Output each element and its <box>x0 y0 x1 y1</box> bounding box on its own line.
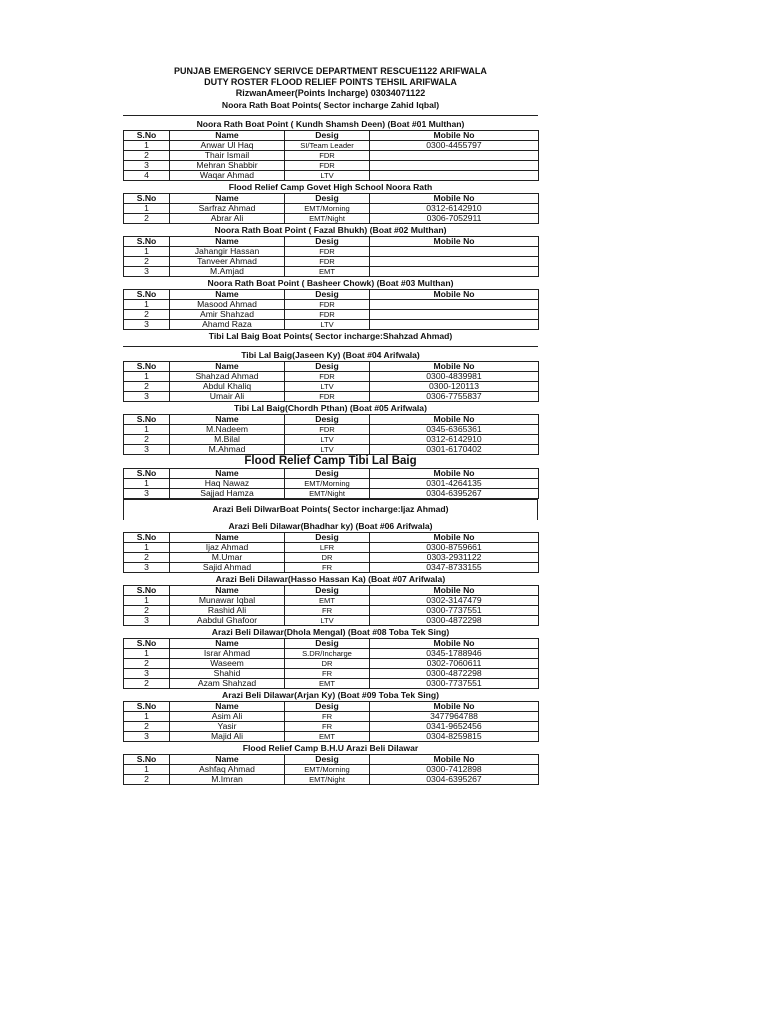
serial-number-cell: 1 <box>124 543 170 553</box>
column-header-desig: Desig <box>285 131 370 141</box>
roster-section <box>123 349 538 402</box>
name-cell: Yasir <box>170 722 285 732</box>
table-row <box>124 425 539 435</box>
designation-cell: FR <box>285 722 370 732</box>
serial-number-cell: 3 <box>124 732 170 742</box>
name-cell: Sajjad Hamza <box>170 489 285 499</box>
column-header-s-no: S.No <box>124 237 170 247</box>
column-header-s-no: S.No <box>124 702 170 712</box>
serial-number-cell: 3 <box>124 392 170 402</box>
roster-table <box>123 754 539 785</box>
table-row <box>124 161 539 171</box>
serial-number-cell: 1 <box>124 300 170 310</box>
roster-section <box>123 573 538 626</box>
column-header-name: Name <box>170 755 285 765</box>
column-header-s-no: S.No <box>124 533 170 543</box>
name-cell: Majid Ali <box>170 732 285 742</box>
table-header-row <box>124 362 539 372</box>
roster-table <box>123 236 539 277</box>
table-row <box>124 247 539 257</box>
designation-cell: EMT <box>285 596 370 606</box>
table-row <box>124 659 539 669</box>
table-row <box>124 151 539 161</box>
designation-cell: EMT/Night <box>285 775 370 785</box>
table-header-row <box>124 237 539 247</box>
name-cell: Ahamd Raza <box>170 320 285 330</box>
table-row <box>124 445 539 455</box>
table-row <box>124 563 539 573</box>
serial-number-cell: 2 <box>124 659 170 669</box>
table-header-row <box>124 533 539 543</box>
name-cell: Rashid Ali <box>170 606 285 616</box>
serial-number-cell: 2 <box>124 679 170 689</box>
section-title: Arazi Beli Dilawar(Arjan Ky) (Boat #09 Toba Tek Sing) <box>222 690 439 700</box>
column-header-mobile-no: Mobile No <box>370 755 539 765</box>
mobile-number-cell <box>370 161 539 171</box>
table-header-row <box>124 755 539 765</box>
name-cell: Umair Ali <box>170 392 285 402</box>
serial-number-cell: 1 <box>124 765 170 775</box>
serial-number-cell: 3 <box>124 445 170 455</box>
serial-number-cell: 2 <box>124 257 170 267</box>
table-row <box>124 765 539 775</box>
roster-table <box>123 193 539 224</box>
section-title: Noora Rath Boat Point ( Kundh Shamsh Deen) (Boat #01 Multhan) <box>196 119 465 129</box>
table-row <box>124 489 539 499</box>
column-header-mobile-no: Mobile No <box>370 131 539 141</box>
column-header-s-no: S.No <box>124 586 170 596</box>
column-header-desig: Desig <box>285 237 370 247</box>
column-header-name: Name <box>170 194 285 204</box>
name-cell: M.Bilal <box>170 435 285 445</box>
mobile-number-cell: 0312-6142910 <box>370 435 539 445</box>
serial-number-cell: 2 <box>124 151 170 161</box>
designation-cell: FR <box>285 712 370 722</box>
designation-cell: S.DR/Incharge <box>285 649 370 659</box>
designation-cell: EMT/Morning <box>285 765 370 775</box>
name-cell: Abdul Khaliq <box>170 382 285 392</box>
column-header-name: Name <box>170 533 285 543</box>
name-cell: Asim Ali <box>170 712 285 722</box>
name-cell: Amir Shahzad <box>170 310 285 320</box>
table-row <box>124 606 539 616</box>
column-header-s-no: S.No <box>124 131 170 141</box>
name-cell: Anwar Ul Haq <box>170 141 285 151</box>
points-incharge-line: RizwanAmeer(Points Incharge) 03034071122 <box>235 88 426 98</box>
table-row <box>124 732 539 742</box>
designation-cell: FR <box>285 669 370 679</box>
roster-table <box>123 532 539 573</box>
section-title: Flood Relief Camp Govet High School Noora Rath <box>228 182 433 192</box>
column-header-mobile-no: Mobile No <box>370 290 539 300</box>
column-header-mobile-no: Mobile No <box>370 586 539 596</box>
mobile-number-cell: 0300-8759661 <box>370 543 539 553</box>
mobile-number-cell <box>370 310 539 320</box>
table-row <box>124 553 539 563</box>
column-header-s-no: S.No <box>124 290 170 300</box>
section-title: Tibi Lal Baig(Chordh Pthan) (Boat #05 Arifwala) <box>234 403 427 413</box>
mobile-number-cell: 0302-3147479 <box>370 596 539 606</box>
mobile-number-cell: 0347-8733155 <box>370 563 539 573</box>
roster-section <box>123 689 538 742</box>
name-cell: Haq Nawaz <box>170 479 285 489</box>
column-header-desig: Desig <box>285 415 370 425</box>
serial-number-cell: 3 <box>124 320 170 330</box>
table-row <box>124 300 539 310</box>
mobile-number-cell: 0304-6395267 <box>370 489 539 499</box>
column-header-s-no: S.No <box>124 469 170 479</box>
sector-heading-noora-rath-boat-points-sector-incharge-zahid-iqb: Noora Rath Boat Points( Sector incharge Zahid Iqbal) <box>123 99 538 116</box>
section-title: Noora Rath Boat Point ( Basheer Chowk) (Boat #03 Multhan) <box>207 278 454 288</box>
mobile-number-cell <box>370 267 539 277</box>
table-row <box>124 616 539 626</box>
name-cell: M.Ahmad <box>170 445 285 455</box>
table-header-row <box>124 290 539 300</box>
serial-number-cell: 3 <box>124 616 170 626</box>
roster-blocks <box>123 99 538 785</box>
column-header-desig: Desig <box>285 290 370 300</box>
name-cell: M.Nadeem <box>170 425 285 435</box>
roster-section <box>123 181 538 224</box>
mobile-number-cell: 0300-4872298 <box>370 616 539 626</box>
column-header-name: Name <box>170 131 285 141</box>
table-header-row <box>124 702 539 712</box>
serial-number-cell: 1 <box>124 596 170 606</box>
name-cell: Aabdul Ghafoor <box>170 616 285 626</box>
table-header-row <box>124 586 539 596</box>
name-cell: Tanveer Ahmad <box>170 257 285 267</box>
designation-cell: SI/Team Leader <box>285 141 370 151</box>
table-row <box>124 382 539 392</box>
column-header-s-no: S.No <box>124 755 170 765</box>
mobile-number-cell: 0300-7737551 <box>370 679 539 689</box>
table-row <box>124 712 539 722</box>
designation-cell: EMT/Morning <box>285 479 370 489</box>
roster-section <box>123 742 538 785</box>
section-title: Flood Relief Camp B.H.U Arazi Beli Dilawar <box>242 743 419 753</box>
roster-section <box>123 402 538 455</box>
table-row <box>124 214 539 224</box>
name-cell: Waqar Ahmad <box>170 171 285 181</box>
serial-number-cell: 1 <box>124 425 170 435</box>
designation-cell: FR <box>285 606 370 616</box>
mobile-number-cell: 0312-6142910 <box>370 204 539 214</box>
designation-cell: LTV <box>285 171 370 181</box>
designation-cell: FDR <box>285 247 370 257</box>
designation-cell: DR <box>285 659 370 669</box>
name-cell: Sarfraz Ahmad <box>170 204 285 214</box>
mobile-number-cell: 0306-7052911 <box>370 214 539 224</box>
serial-number-cell: 1 <box>124 712 170 722</box>
document-subtitle: DUTY ROSTER FLOOD RELIEF POINTS TEHSIL ARIFWALA <box>204 77 457 87</box>
mobile-number-cell: 0304-8259815 <box>370 732 539 742</box>
designation-cell: LTV <box>285 445 370 455</box>
mobile-number-cell: 0300-4872298 <box>370 669 539 679</box>
table-row <box>124 204 539 214</box>
roster-table <box>123 638 539 689</box>
sector-heading-tibi-lal-baig-boat-points-sector-incharge-shahza: Tibi Lal Baig Boat Points( Sector incharge:Shahzad Ahmad) <box>123 330 538 347</box>
column-header-name: Name <box>170 469 285 479</box>
column-header-desig: Desig <box>285 533 370 543</box>
table-row <box>124 543 539 553</box>
designation-cell: LTV <box>285 320 370 330</box>
serial-number-cell: 2 <box>124 553 170 563</box>
column-header-name: Name <box>170 237 285 247</box>
serial-number-cell: 1 <box>124 479 170 489</box>
designation-cell: FDR <box>285 425 370 435</box>
section-title: Arazi Beli Dilawar(Hasso Hassan Ka) (Boat #07 Arifwala) <box>215 574 446 584</box>
sector-heading-arazi-beli-dilwarboat-points-sector-incharge-ija: Arazi Beli DilwarBoat Points( Sector incharge:Ijaz Ahmad) <box>123 499 538 520</box>
column-header-name: Name <box>170 415 285 425</box>
mobile-number-cell: 0300-4839981 <box>370 372 539 382</box>
table-row <box>124 320 539 330</box>
name-cell: Thair Ismail <box>170 151 285 161</box>
designation-cell: EMT/Morning <box>285 204 370 214</box>
designation-cell: FDR <box>285 151 370 161</box>
mobile-number-cell <box>370 300 539 310</box>
table-row <box>124 141 539 151</box>
designation-cell: FR <box>285 563 370 573</box>
column-header-mobile-no: Mobile No <box>370 415 539 425</box>
column-header-mobile-no: Mobile No <box>370 702 539 712</box>
column-header-s-no: S.No <box>124 362 170 372</box>
designation-cell: LTV <box>285 616 370 626</box>
mobile-number-cell: 0341-9652456 <box>370 722 539 732</box>
name-cell: Abrar Ali <box>170 214 285 224</box>
mobile-number-cell <box>370 151 539 161</box>
name-cell: Israr Ahmad <box>170 649 285 659</box>
mobile-number-cell <box>370 257 539 267</box>
mobile-number-cell: 3477964788 <box>370 712 539 722</box>
designation-cell: FDR <box>285 300 370 310</box>
serial-number-cell: 2 <box>124 722 170 732</box>
section-title: Arazi Beli Dilawar(Bhadhar ky) (Boat #06 Arifwala) <box>228 521 433 531</box>
serial-number-cell: 2 <box>124 382 170 392</box>
table-header-row <box>124 415 539 425</box>
column-header-mobile-no: Mobile No <box>370 533 539 543</box>
column-header-desig: Desig <box>285 586 370 596</box>
mobile-number-cell <box>370 320 539 330</box>
table-row <box>124 679 539 689</box>
section-title: Arazi Beli Dilawar(Dhola Mengal) (Boat #08 Toba Tek Sing) <box>211 627 450 637</box>
mobile-number-cell: 0301-4264135 <box>370 479 539 489</box>
mobile-number-cell: 0301-6170402 <box>370 445 539 455</box>
designation-cell: LFR <box>285 543 370 553</box>
designation-cell: LTV <box>285 435 370 445</box>
table-row <box>124 649 539 659</box>
name-cell: M.Amjad <box>170 267 285 277</box>
serial-number-cell: 2 <box>124 775 170 785</box>
column-header-desig: Desig <box>285 755 370 765</box>
name-cell: Ashfaq Ahmad <box>170 765 285 775</box>
column-header-desig: Desig <box>285 639 370 649</box>
roster-section <box>123 455 538 499</box>
column-header-name: Name <box>170 639 285 649</box>
mobile-number-cell: 0300-7412898 <box>370 765 539 775</box>
roster-section <box>123 277 538 330</box>
serial-number-cell: 1 <box>124 204 170 214</box>
column-header-s-no: S.No <box>124 194 170 204</box>
roster-section <box>123 118 538 181</box>
mobile-number-cell: 0300-4455797 <box>370 141 539 151</box>
mobile-number-cell: 0303-2931122 <box>370 553 539 563</box>
duty-roster-sheet <box>123 66 538 785</box>
designation-cell: EMT <box>285 732 370 742</box>
designation-cell: EMT <box>285 267 370 277</box>
name-cell: Munawar Iqbal <box>170 596 285 606</box>
table-row <box>124 435 539 445</box>
designation-cell: FDR <box>285 257 370 267</box>
name-cell: Masood Ahmad <box>170 300 285 310</box>
name-cell: Ijaz Ahmad <box>170 543 285 553</box>
name-cell: Mehran Shabbir <box>170 161 285 171</box>
table-header-row <box>124 469 539 479</box>
column-header-name: Name <box>170 702 285 712</box>
serial-number-cell: 1 <box>124 141 170 151</box>
mobile-number-cell: 0306-7755837 <box>370 392 539 402</box>
mobile-number-cell: 0300-120113 <box>370 382 539 392</box>
serial-number-cell: 2 <box>124 214 170 224</box>
roster-section <box>123 626 538 689</box>
serial-number-cell: 2 <box>124 310 170 320</box>
column-header-desig: Desig <box>285 469 370 479</box>
table-header-row <box>124 639 539 649</box>
designation-cell: EMT/Night <box>285 489 370 499</box>
serial-number-cell: 3 <box>124 669 170 679</box>
mobile-number-cell: 0345-1788946 <box>370 649 539 659</box>
column-header-s-no: S.No <box>124 639 170 649</box>
column-header-mobile-no: Mobile No <box>370 194 539 204</box>
roster-table <box>123 468 539 499</box>
designation-cell: DR <box>285 553 370 563</box>
designation-cell: EMT/Night <box>285 214 370 224</box>
section-title: Noora Rath Boat Point ( Fazal Bhukh) (Boat #02 Multhan) <box>214 225 447 235</box>
designation-cell: FDR <box>285 372 370 382</box>
name-cell: Jahangir Hassan <box>170 247 285 257</box>
column-header-mobile-no: Mobile No <box>370 362 539 372</box>
table-row <box>124 479 539 489</box>
mobile-number-cell: 0345-6365361 <box>370 425 539 435</box>
column-header-name: Name <box>170 290 285 300</box>
name-cell: M.Umar <box>170 553 285 563</box>
serial-number-cell: 2 <box>124 606 170 616</box>
roster-table <box>123 361 539 402</box>
name-cell: Shahid <box>170 669 285 679</box>
document-title: PUNJAB EMERGENCY SERIVCE DEPARTMENT RESCUE1122 ARIFWALA <box>174 66 487 76</box>
designation-cell: LTV <box>285 382 370 392</box>
serial-number-cell: 3 <box>124 161 170 171</box>
mobile-number-cell <box>370 171 539 181</box>
roster-table <box>123 414 539 455</box>
table-row <box>124 669 539 679</box>
section-title: Tibi Lal Baig(Jaseen Ky) (Boat #04 Arifwala) <box>241 350 420 360</box>
roster-section <box>123 224 538 277</box>
designation-cell: FDR <box>285 310 370 320</box>
table-row <box>124 310 539 320</box>
column-header-mobile-no: Mobile No <box>370 469 539 479</box>
mobile-number-cell: 0304-6395267 <box>370 775 539 785</box>
table-row <box>124 596 539 606</box>
table-row <box>124 372 539 382</box>
table-row <box>124 267 539 277</box>
name-cell: Sajid Ahmad <box>170 563 285 573</box>
roster-table <box>123 701 539 742</box>
table-header-row <box>124 194 539 204</box>
mobile-number-cell <box>370 247 539 257</box>
mobile-number-cell: 0302-7060611 <box>370 659 539 669</box>
column-header-s-no: S.No <box>124 415 170 425</box>
column-header-mobile-no: Mobile No <box>370 237 539 247</box>
roster-table <box>123 585 539 626</box>
roster-table <box>123 289 539 330</box>
name-cell: M.Imran <box>170 775 285 785</box>
table-row <box>124 257 539 267</box>
column-header-desig: Desig <box>285 362 370 372</box>
designation-cell: FDR <box>285 392 370 402</box>
serial-number-cell: 3 <box>124 267 170 277</box>
designation-cell: EMT <box>285 679 370 689</box>
table-row <box>124 171 539 181</box>
table-row <box>124 722 539 732</box>
serial-number-cell: 3 <box>124 489 170 499</box>
roster-table <box>123 130 539 181</box>
serial-number-cell: 1 <box>124 247 170 257</box>
serial-number-cell: 1 <box>124 372 170 382</box>
column-header-name: Name <box>170 586 285 596</box>
name-cell: Waseem <box>170 659 285 669</box>
table-row <box>124 775 539 785</box>
column-header-mobile-no: Mobile No <box>370 639 539 649</box>
serial-number-cell: 4 <box>124 171 170 181</box>
table-header-row <box>124 131 539 141</box>
column-header-desig: Desig <box>285 194 370 204</box>
roster-section <box>123 520 538 573</box>
serial-number-cell: 2 <box>124 435 170 445</box>
mobile-number-cell: 0300-7737551 <box>370 606 539 616</box>
column-header-name: Name <box>170 362 285 372</box>
serial-number-cell: 1 <box>124 649 170 659</box>
column-header-desig: Desig <box>285 702 370 712</box>
name-cell: Shahzad Ahmad <box>170 372 285 382</box>
table-row <box>124 392 539 402</box>
name-cell: Azam Shahzad <box>170 679 285 689</box>
designation-cell: FDR <box>285 161 370 171</box>
serial-number-cell: 3 <box>124 563 170 573</box>
section-title: Flood Relief Camp Tibi Lal Baig <box>244 455 417 467</box>
